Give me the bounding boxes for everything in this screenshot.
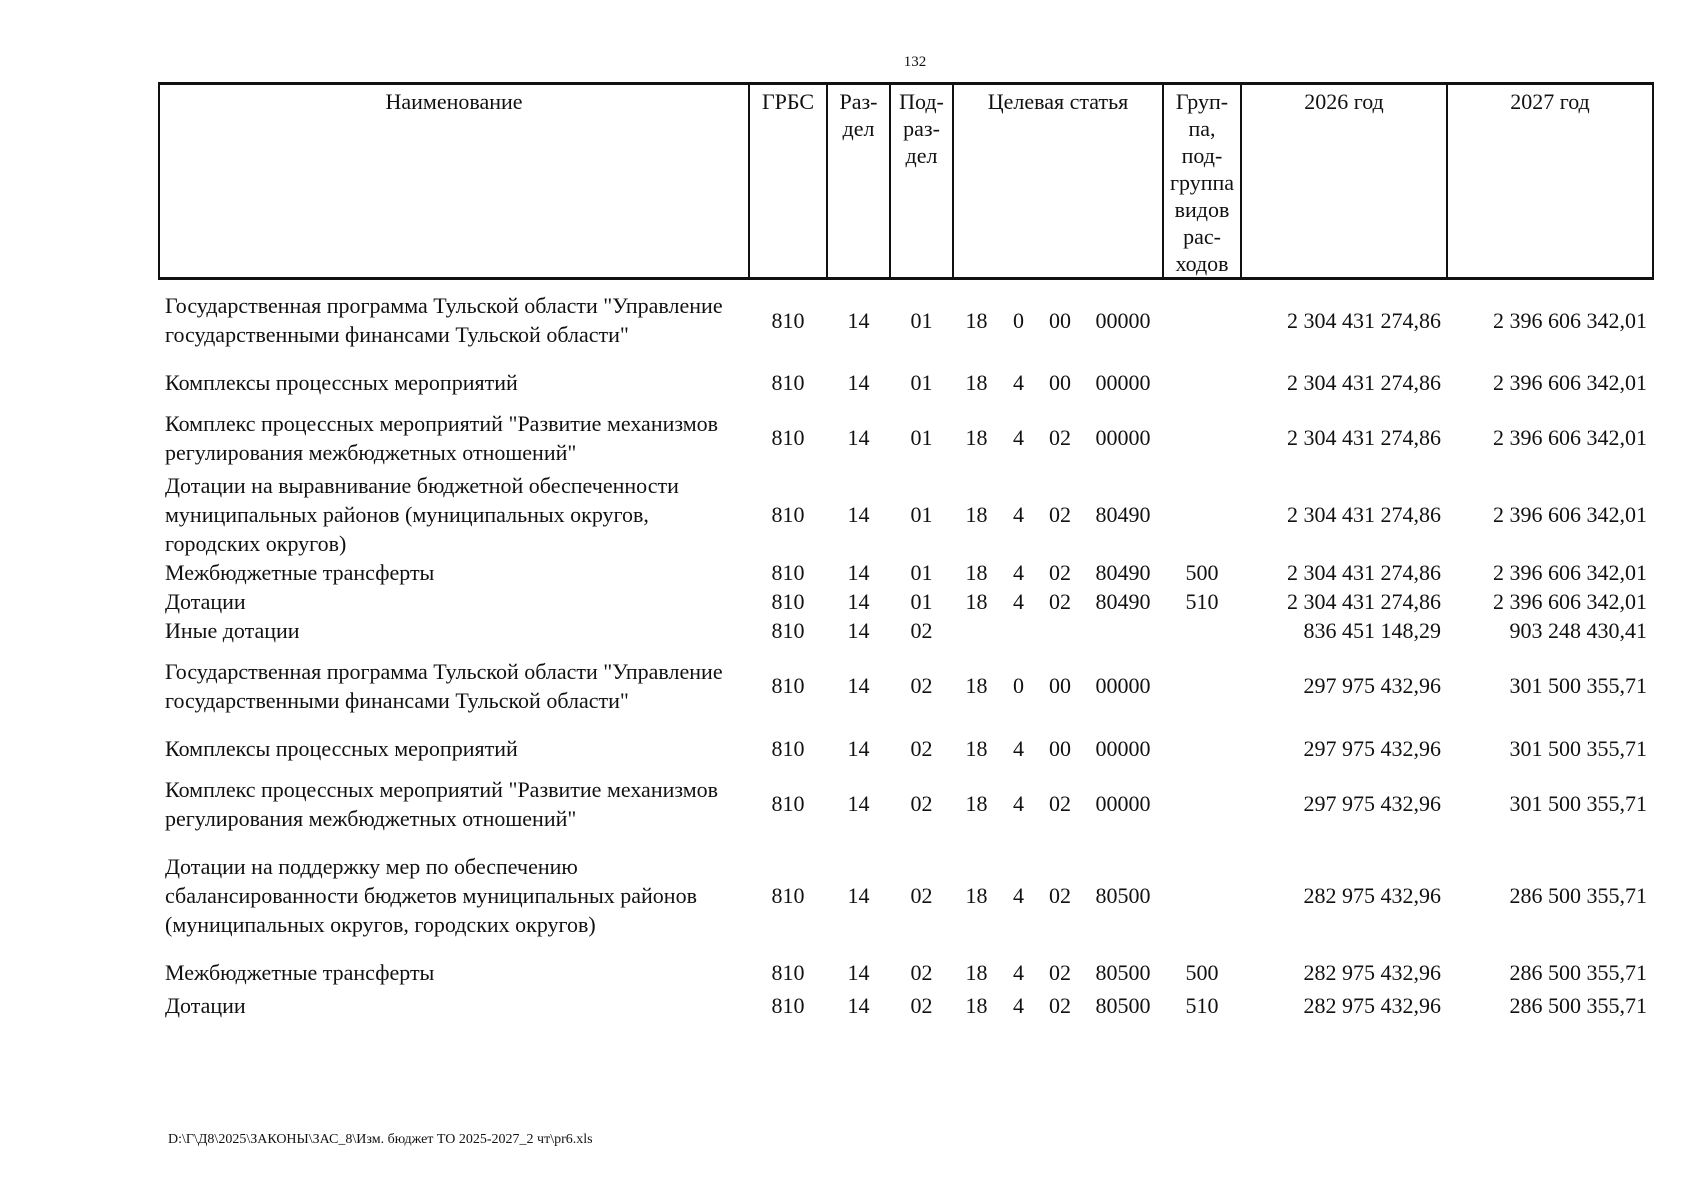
table-cell-target-type: 4	[1013, 501, 1024, 527]
table-cell-target-type: 4	[1013, 425, 1024, 450]
header-grbs: ГРБС	[749, 84, 827, 279]
table-cell-expense-group: 510	[1185, 588, 1219, 614]
table-cell-podrazdel: 01	[910, 425, 933, 450]
table-cell-name: Дотации на выравнивание бюджетной обеспеченности муниципальных районов (муниципальных округов, городских округов)	[165, 472, 679, 556]
table-row	[159, 837, 1653, 955]
table-cell-grbs: 810	[771, 559, 805, 585]
table-cell-name: Комплексы процессных мероприятий	[165, 370, 518, 395]
table-cell-target-direction: 02	[1049, 791, 1071, 816]
table-cell-expense-group: 500	[1185, 960, 1219, 985]
table-cell-target-code: 00000	[1095, 736, 1151, 761]
table-cell-2027: 2 396 606 342,01	[1493, 370, 1647, 395]
table-cell-2027: 301 500 355,71	[1509, 736, 1647, 761]
table-cell-2027: 903 248 430,41	[1509, 617, 1647, 643]
table-cell-target-code: 00000	[1095, 791, 1151, 816]
table-cell-name: Межбюджетные трансферты	[165, 559, 435, 585]
table-cell-expense-group	[1163, 361, 1241, 405]
table-cell-target-program: 18	[965, 588, 988, 614]
table-row	[159, 405, 1653, 471]
table-cell-grbs: 810	[771, 588, 805, 614]
table-cell-target-code: 80500	[1095, 960, 1151, 985]
header-target-article: Целевая статья	[953, 84, 1163, 279]
table-cell-expense-group	[1163, 645, 1241, 727]
table-cell-razdel: 14	[847, 736, 870, 761]
table-body	[159, 279, 1653, 1020]
table-cell-2026: 836 451 148,29	[1303, 617, 1441, 643]
table-cell-2027: 286 500 355,71	[1509, 992, 1647, 1018]
footer-file-path: D:\Г\Д8\2025\ЗАКОНЫ\ЗАС_8\Изм. бюджет ТО 2025-2027_2 чт\pr6.xls	[168, 1132, 593, 1147]
table-cell-target-direction	[1037, 616, 1083, 645]
table-cell-razdel: 14	[847, 883, 870, 908]
table-cell-razdel: 14	[847, 673, 870, 698]
table-cell-name: Иные дотации	[165, 617, 300, 643]
table-cell-podrazdel: 01	[910, 559, 933, 585]
table-cell-target-type: 4	[1013, 559, 1024, 585]
table-cell-target-direction: 00	[1049, 307, 1071, 333]
table-cell-target-program: 18	[965, 960, 988, 985]
table-cell-podrazdel: 02	[910, 992, 933, 1018]
table-cell-grbs: 810	[771, 992, 805, 1018]
table-cell-2026: 2 304 431 274,86	[1287, 588, 1441, 614]
table-cell-grbs: 810	[771, 307, 805, 333]
table-cell-podrazdel: 02	[910, 960, 933, 985]
table-cell-target-code: 80490	[1095, 559, 1151, 585]
table-row	[159, 991, 1653, 1020]
table-cell-razdel: 14	[847, 588, 870, 614]
table-cell-2027: 301 500 355,71	[1509, 791, 1647, 816]
table-cell-2026: 2 304 431 274,86	[1287, 425, 1441, 450]
table-cell-2026: 2 304 431 274,86	[1287, 559, 1441, 585]
table-cell-name: Комплекс процессных мероприятий "Развитие механизмов регулирования межбюджетных отношений"	[165, 410, 719, 465]
table-cell-grbs: 810	[771, 736, 805, 761]
table-row	[159, 955, 1653, 991]
table-cell-expense-group	[1163, 727, 1241, 771]
table-cell-target-type: 4	[1013, 370, 1024, 395]
table-cell-podrazdel: 01	[910, 307, 933, 333]
table-cell-expense-group	[1163, 279, 1241, 361]
table-cell-razdel: 14	[847, 992, 870, 1018]
table-cell-target-code: 80500	[1095, 883, 1151, 908]
table-cell-grbs: 810	[771, 425, 805, 450]
table-cell-target-code: 00000	[1095, 370, 1151, 395]
table-row	[159, 727, 1653, 771]
table-cell-target-direction: 02	[1049, 588, 1071, 614]
table-cell-target-program: 18	[965, 883, 988, 908]
header-name: Наименование	[159, 84, 749, 279]
table-cell-target-program: 18	[965, 992, 988, 1018]
table-cell-target-direction: 00	[1049, 370, 1071, 395]
table-cell-target-direction: 02	[1049, 883, 1071, 908]
table-cell-target-direction: 02	[1049, 992, 1071, 1018]
table-cell-name: Межбюджетные трансферты	[165, 960, 435, 985]
table-cell-2027: 2 396 606 342,01	[1493, 425, 1647, 450]
budget-table	[158, 82, 1654, 1020]
table-cell-2027: 2 396 606 342,01	[1493, 559, 1647, 585]
table-cell-grbs: 810	[771, 501, 805, 527]
table-row	[159, 558, 1653, 587]
table-cell-2026: 297 975 432,96	[1303, 673, 1441, 698]
table-cell-2026: 2 304 431 274,86	[1287, 307, 1441, 333]
table-cell-target-direction: 02	[1049, 960, 1071, 985]
table-cell-razdel: 14	[847, 960, 870, 985]
table-cell-podrazdel: 02	[910, 791, 933, 816]
table-cell-grbs: 810	[771, 673, 805, 698]
table-cell-expense-group	[1163, 771, 1241, 837]
table-cell-2027: 2 396 606 342,01	[1493, 588, 1647, 614]
table-cell-target-code	[1083, 616, 1163, 645]
table-cell-target-type	[1000, 616, 1037, 645]
table-row	[159, 471, 1653, 558]
table-header	[159, 84, 1653, 279]
table-cell-target-program: 18	[965, 425, 988, 450]
table-cell-target-program: 18	[965, 370, 988, 395]
table-cell-razdel: 14	[847, 501, 870, 527]
table-cell-name: Государственная программа Тульской области "Управление государственными финансами Тульской области"	[165, 658, 723, 713]
table-cell-target-program	[953, 616, 1000, 645]
table-cell-target-direction: 02	[1049, 559, 1071, 585]
table-cell-target-code: 00000	[1095, 425, 1151, 450]
header-2026: 2026 год	[1241, 84, 1447, 279]
table-cell-podrazdel: 02	[910, 617, 933, 643]
table-cell-target-type: 4	[1013, 736, 1024, 761]
table-cell-2026: 2 304 431 274,86	[1287, 501, 1441, 527]
table-cell-razdel: 14	[847, 791, 870, 816]
table-cell-2027: 286 500 355,71	[1509, 883, 1647, 908]
table-cell-target-type: 0	[1013, 307, 1024, 333]
table-cell-expense-group	[1163, 616, 1241, 645]
table-cell-grbs: 810	[771, 960, 805, 985]
table-cell-grbs: 810	[771, 791, 805, 816]
table-cell-2026: 297 975 432,96	[1303, 791, 1441, 816]
table-cell-razdel: 14	[847, 425, 870, 450]
table-cell-target-program: 18	[965, 559, 988, 585]
table-cell-razdel: 14	[847, 617, 870, 643]
table-row	[159, 645, 1653, 727]
table-cell-target-program: 18	[965, 673, 988, 698]
table-row	[159, 279, 1653, 361]
table-row	[159, 771, 1653, 837]
table-cell-target-type: 4	[1013, 992, 1024, 1018]
header-razdel: Раз- дел	[827, 84, 890, 279]
table-cell-podrazdel: 02	[910, 736, 933, 761]
table-cell-expense-group: 500	[1185, 559, 1219, 585]
table-cell-2026: 282 975 432,96	[1303, 960, 1441, 985]
table-cell-target-direction: 00	[1049, 736, 1071, 761]
table-cell-name: Дотации	[165, 588, 246, 614]
header-2027: 2027 год	[1447, 84, 1653, 279]
table-cell-target-program: 18	[965, 307, 988, 333]
table-cell-target-type: 0	[1013, 673, 1024, 698]
table-cell-razdel: 14	[847, 559, 870, 585]
table-cell-target-code: 80490	[1095, 501, 1151, 527]
table-cell-target-code: 80500	[1095, 992, 1151, 1018]
table-cell-expense-group	[1163, 471, 1241, 558]
table-cell-name: Дотации на поддержку мер по обеспечению сбалансированности бюджетов муниципальных районов (муниципальных округов, городских округов)	[165, 854, 697, 937]
table-cell-target-type: 4	[1013, 960, 1024, 985]
table-row	[159, 587, 1653, 616]
table-cell-target-type: 4	[1013, 588, 1024, 614]
table-cell-grbs: 810	[771, 370, 805, 395]
table-cell-name: Дотации	[165, 992, 246, 1018]
table-cell-2027: 2 396 606 342,01	[1493, 501, 1647, 527]
table-cell-2027: 301 500 355,71	[1509, 673, 1647, 698]
table-cell-2026: 297 975 432,96	[1303, 736, 1441, 761]
table-cell-2026: 282 975 432,96	[1303, 883, 1441, 908]
table-cell-target-direction: 02	[1049, 425, 1071, 450]
table-cell-razdel: 14	[847, 307, 870, 333]
table-cell-target-program: 18	[965, 501, 988, 527]
table-cell-2027: 2 396 606 342,01	[1493, 307, 1647, 333]
table-cell-podrazdel: 01	[910, 501, 933, 527]
table-cell-target-program: 18	[965, 736, 988, 761]
table-cell-2026: 282 975 432,96	[1303, 992, 1441, 1018]
header-podrazdel: Под- раз- дел	[890, 84, 953, 279]
table-cell-target-direction: 00	[1049, 673, 1071, 698]
table-cell-2026: 2 304 431 274,86	[1287, 370, 1441, 395]
table-cell-target-code: 00000	[1095, 307, 1151, 333]
table-cell-target-type: 4	[1013, 883, 1024, 908]
table-cell-razdel: 14	[847, 370, 870, 395]
table-cell-podrazdel: 01	[910, 588, 933, 614]
table-cell-grbs: 810	[771, 883, 805, 908]
table-cell-2027: 286 500 355,71	[1509, 960, 1647, 985]
table-cell-grbs: 810	[771, 617, 805, 643]
table-cell-target-code: 00000	[1095, 673, 1151, 698]
table-cell-expense-group	[1163, 405, 1241, 471]
table-cell-podrazdel: 01	[910, 370, 933, 395]
table-cell-target-direction: 02	[1049, 501, 1071, 527]
table-cell-target-program: 18	[965, 791, 988, 816]
table-cell-podrazdel: 02	[910, 673, 933, 698]
table-row	[159, 616, 1653, 645]
page-number: 132	[903, 54, 927, 70]
table-cell-name: Комплексы процессных мероприятий	[165, 736, 518, 761]
table-cell-expense-group: 510	[1185, 992, 1219, 1018]
table-cell-target-type: 4	[1013, 791, 1024, 816]
table-cell-name: Государственная программа Тульской области "Управление государственными финансами Тульской области"	[165, 293, 723, 348]
table-cell-expense-group	[1163, 837, 1241, 955]
header-expense-group: Груп- па, под- группа видов рас- ходов	[1163, 84, 1241, 279]
table-cell-name: Комплекс процессных мероприятий "Развитие механизмов регулирования межбюджетных отношений"	[165, 776, 719, 831]
table-row	[159, 361, 1653, 405]
table-cell-podrazdel: 02	[910, 883, 933, 908]
table-cell-target-code: 80490	[1095, 588, 1151, 614]
